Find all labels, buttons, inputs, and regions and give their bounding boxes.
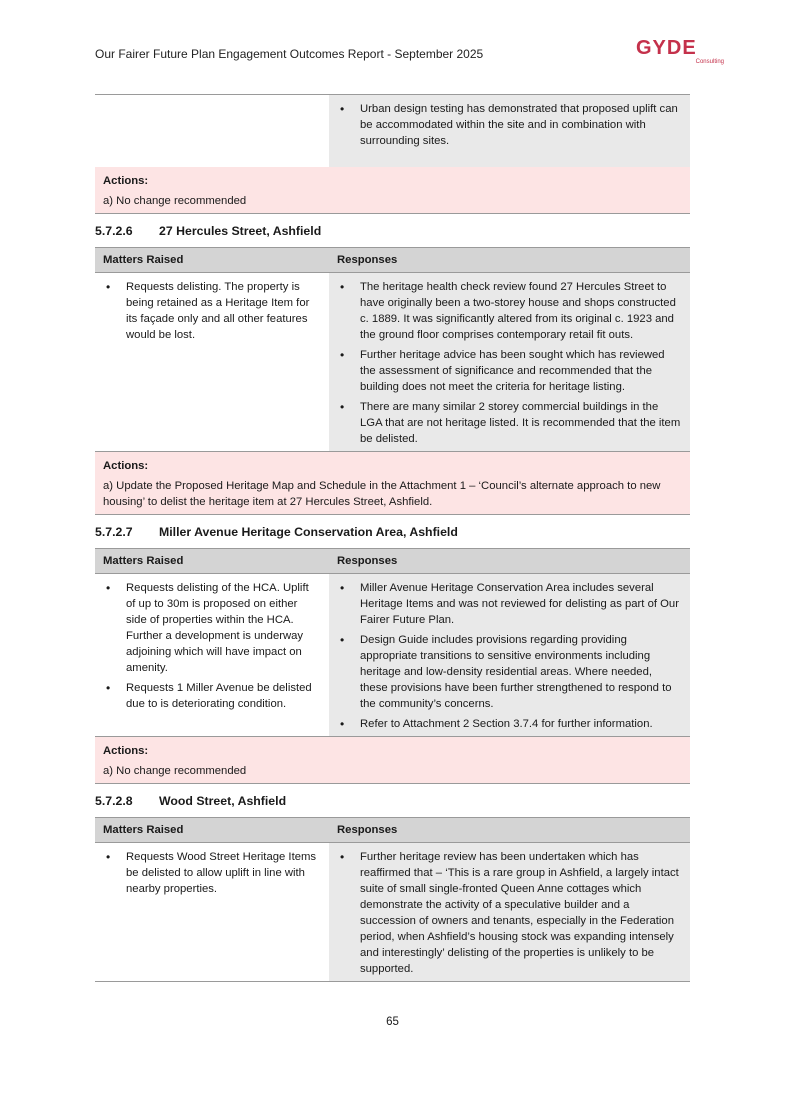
matters-cell xyxy=(95,574,329,737)
section-heading xyxy=(95,525,690,539)
actions-text: a) Update the Proposed Heritage Map and Schedule in the Attachment 1 – ‘Council’s alternate approach to new housing’ to delist the heritage item at 27 Hercules Street, Ashfield. xyxy=(103,480,661,508)
list-item: • Further heritage advice has been sought which has reviewed the assessment of significance and recommended that the building does not meet the criteria for heritage listing. xyxy=(337,347,682,395)
actions-box xyxy=(95,452,690,515)
list-item: • The heritage health check review found 27 Hercules Street to have originally been a two-storey house and shops constructed c. 1889. It was significantly altered from its original c. 1923 and the ground floor comprises contemporary retail fit outs. xyxy=(337,279,682,343)
responses-cell xyxy=(329,95,690,168)
list-item: • Requests 1 Miller Avenue be delisted due to is deteriorating condition. xyxy=(103,680,321,712)
table-row xyxy=(95,574,690,737)
matters-table xyxy=(95,548,690,737)
report-title: Our Fairer Future Plan Engagement Outcomes Report - September 2025 xyxy=(95,47,484,61)
table-header-row xyxy=(95,549,690,574)
continued-table xyxy=(95,94,690,167)
table-row xyxy=(95,95,690,168)
col-responses: Responses xyxy=(329,248,690,273)
section-number: 5.7.2.8 xyxy=(95,794,133,808)
list-item: • Refer to Attachment 2 Section 3.7.4 for further information. xyxy=(337,716,682,732)
responses-cell xyxy=(329,273,690,452)
col-matters-raised: Matters Raised xyxy=(95,549,329,574)
matters-cell xyxy=(95,843,329,982)
page-number: 65 xyxy=(386,1016,399,1028)
responses-cell xyxy=(329,574,690,737)
section-heading xyxy=(95,224,690,238)
actions-label: Actions: xyxy=(103,745,149,757)
list-item: • Requests delisting of the HCA. Uplift of up to 30m is proposed on either side of properties within the HCA. Further a development is underway adjoining which will have impact on amenity. xyxy=(103,580,321,676)
main-content xyxy=(95,94,690,982)
col-matters-raised: Matters Raised xyxy=(95,248,329,273)
gyde-logo xyxy=(636,38,726,68)
matters-cell xyxy=(95,273,329,452)
section-title: Miller Avenue Heritage Conservation Area, Ashfield xyxy=(159,525,458,539)
list-item: • Further heritage review has been undertaken which has reaffirmed that – ‘This is a rare group in Ashfield, a largely intact suite of small single-fronted Queen Anne cottages which demonstrate the activity of a speculative builder and a succession of owners and tenants, especially in the Federation period, when Ashfield’s housing stock was expanding intensely and interestingly’ delisting of the properties is unlikely to be supported. xyxy=(337,849,682,977)
col-responses: Responses xyxy=(329,549,690,574)
table-row xyxy=(95,843,690,982)
list-item: • Miller Avenue Heritage Conservation Area includes several Heritage Items and was not reviewed for delisting as part of Our Fairer Future Plan. xyxy=(337,580,682,628)
actions-label: Actions: xyxy=(103,175,149,187)
actions-box xyxy=(95,737,690,784)
logo-subtitle: Consulting xyxy=(695,59,724,65)
section-number: 5.7.2.6 xyxy=(95,224,133,238)
section-heading xyxy=(95,794,690,808)
actions-label: Actions: xyxy=(103,460,149,472)
matters-cell xyxy=(95,95,329,168)
matters-table xyxy=(95,247,690,452)
table-header-row xyxy=(95,818,690,843)
section-number: 5.7.2.7 xyxy=(95,525,133,539)
matters-table xyxy=(95,817,690,982)
table-header-row xyxy=(95,248,690,273)
actions-box xyxy=(95,167,690,214)
list-item: • Requests Wood Street Heritage Items be delisted to allow uplift in line with nearby properties. xyxy=(103,849,321,897)
list-item: • Requests delisting. The property is being retained as a Heritage Item for its façade only and all other features would be lost. xyxy=(103,279,321,343)
list-item: • Design Guide includes provisions regarding providing appropriate transitions to sensitive environments including heritage and low-density residential areas. Where needed, these provisions have been further strengthened to respond to the community’s concerns. xyxy=(337,632,682,712)
section-title: Wood Street, Ashfield xyxy=(159,794,287,808)
list-item: • There are many similar 2 storey commercial buildings in the LGA that are not heritage listed. It is recommended that the item be delisted. xyxy=(337,399,682,447)
actions-text: a) No change recommended xyxy=(103,765,247,777)
list-item: • Urban design testing has demonstrated that proposed uplift can be accommodated within the site and in combination with surrounding sites. xyxy=(337,101,682,149)
logo-wordmark: GYDE xyxy=(636,37,697,59)
col-responses: Responses xyxy=(329,818,690,843)
col-matters-raised: Matters Raised xyxy=(95,818,329,843)
table-row xyxy=(95,273,690,452)
actions-text: a) No change recommended xyxy=(103,195,247,207)
section-title: 27 Hercules Street, Ashfield xyxy=(159,224,322,238)
responses-cell xyxy=(329,843,690,982)
